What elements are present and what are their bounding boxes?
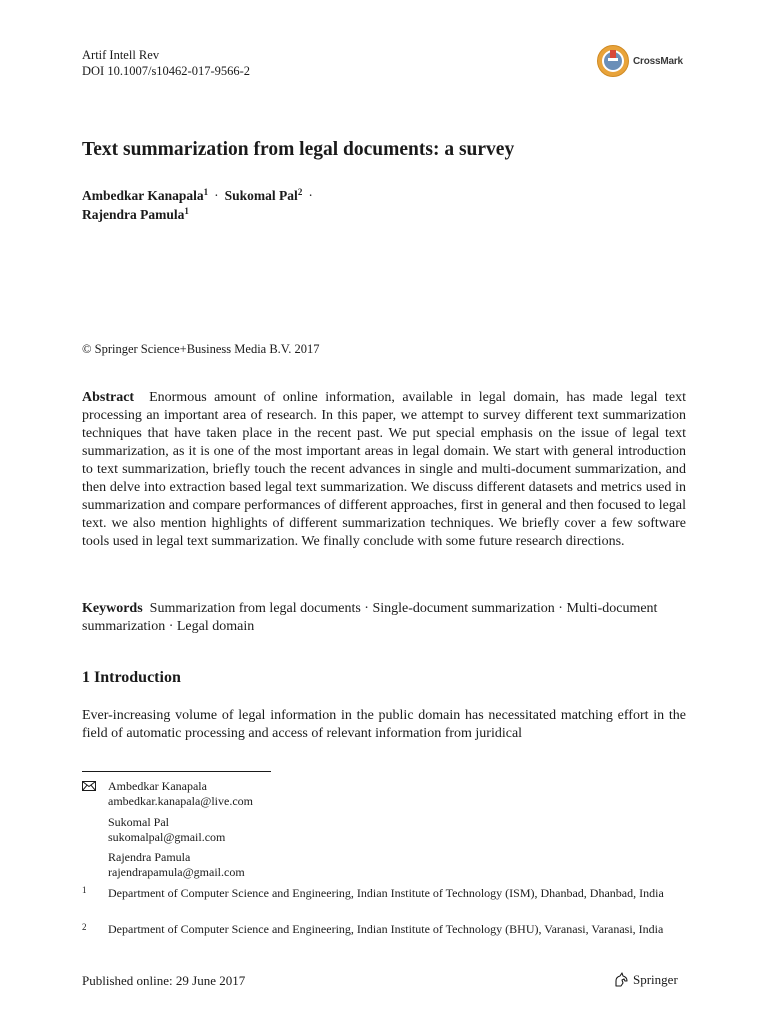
affiliation-number: 2 <box>82 922 87 932</box>
keywords <box>82 600 686 636</box>
keywords-label: Keywords <box>82 601 143 616</box>
crossmark-label: CrossMark <box>633 55 683 67</box>
contact-name: Rajendra Pamula <box>108 850 191 864</box>
springer-horse-icon <box>612 971 630 989</box>
author-list <box>82 186 319 224</box>
affiliation-number: 1 <box>82 885 87 895</box>
published-date: Published online: 29 June 2017 <box>82 973 246 988</box>
author-separator: · <box>308 188 313 203</box>
crossmark-icon <box>596 44 630 78</box>
contact-entry <box>108 779 253 809</box>
affiliation-text: Department of Computer Science and Engineering, Indian Institute of Technology (BHU), Varanasi, Varanasi, India <box>108 922 664 936</box>
section-heading: 1 Introduction <box>82 669 181 686</box>
contact-email[interactable]: sukomalpal@gmail.com <box>108 830 226 844</box>
journal-header <box>82 47 250 79</box>
doi[interactable]: DOI 10.1007/s10462-017-9566-2 <box>82 64 251 78</box>
publisher-logo <box>612 971 678 989</box>
abstract-label: Abstract <box>82 390 135 405</box>
section-body: Ever-increasing volume of legal information in the public domain has necessitated matching effort in the field of automatic processing and access of relevant information from juridical <box>82 708 686 741</box>
contact-entry <box>108 850 245 880</box>
contact-name: Sukomal Pal <box>108 815 170 829</box>
envelope-icon <box>82 781 96 791</box>
keywords-text: Summarization from legal documents · Single-document summarization · Multi-document summarization · Legal domain <box>82 601 658 634</box>
paper-title: Text summarization from legal documents: a survey <box>82 139 515 160</box>
publisher-name: Springer <box>633 972 678 987</box>
copyright-notice: © Springer Science+Business Media B.V. 2017 <box>82 342 320 356</box>
contact-name: Ambedkar Kanapala <box>108 779 207 793</box>
author-name: Sukomal Pal <box>224 188 298 203</box>
abstract-text: Enormous amount of online information, available in legal domain, has made legal text processing an important area of research. In this paper, we attempt to survey different text summarization techniques that have taken place in the recent past. We put special emphasis on the issue of legal text summarization, as it is one of the most important areas in legal domain. We start with general introduction to text summarization, briefly touch the recent advances in single and multi-document summarization, and then delve into extraction based legal text summarization. We discuss different datasets and metrics used in summarization and compare performances of different approaches, first in general and then focused to legal text. we also mention highlights of different summarization techniques. We briefly cover a few software tools used in legal text summarization. We finally conclude with some future research directions. <box>82 390 687 549</box>
author-name: Rajendra Pamula <box>82 207 185 222</box>
author-affil: 2 <box>297 187 303 197</box>
contact-entry <box>108 815 225 845</box>
footnote-rule <box>82 771 271 772</box>
affiliation-text: Department of Computer Science and Engineering, Indian Institute of Technology (ISM), Dhanbad, Dhanbad, India <box>108 886 664 900</box>
author-affil: 1 <box>203 187 209 197</box>
crossmark-badge[interactable] <box>596 44 683 78</box>
contact-email[interactable]: ambedkar.kanapala@live.com <box>108 794 253 808</box>
author-separator: · <box>214 188 219 203</box>
contact-email[interactable]: rajendrapamula@gmail.com <box>108 865 245 879</box>
abstract <box>82 389 686 551</box>
author-affil: 1 <box>184 206 189 216</box>
journal-name: Artif Intell Rev <box>82 48 160 62</box>
author-name: Ambedkar Kanapala <box>82 188 204 203</box>
